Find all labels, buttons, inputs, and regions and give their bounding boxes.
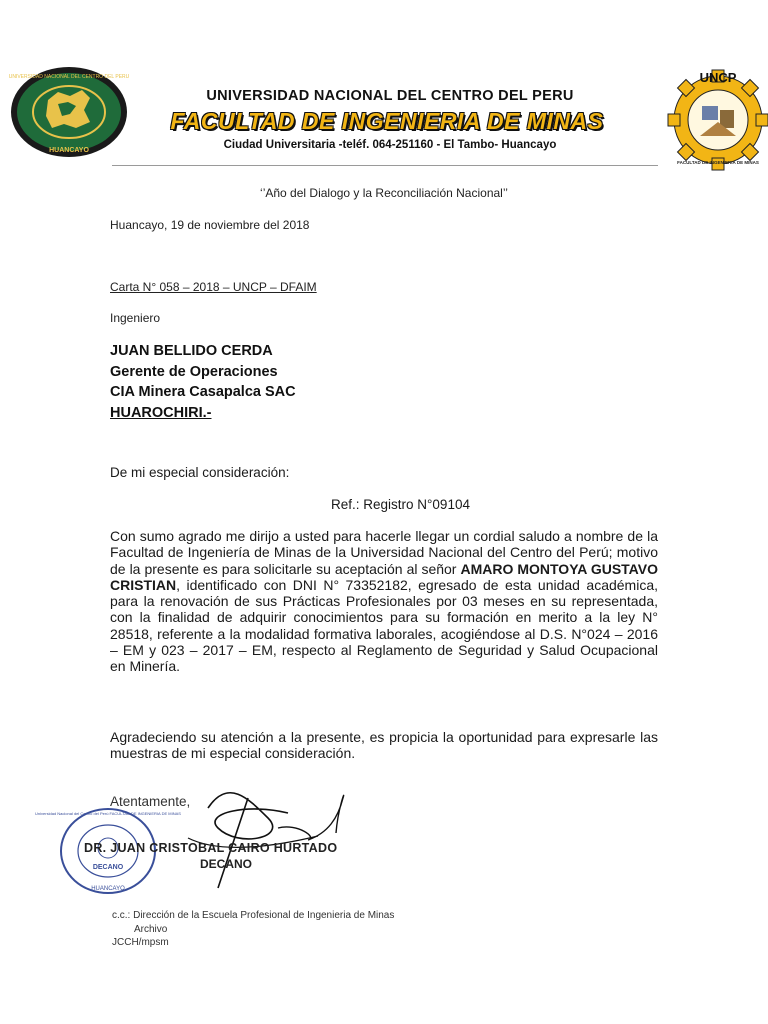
recipient-location: HUAROCHIRI.- <box>110 405 212 421</box>
recipient-name: JUAN BELLIDO CERDA <box>110 343 273 359</box>
greeting: De mi especial consideración: <box>110 465 290 480</box>
letter-date: Huancayo, 19 de noviembre del 2018 <box>110 218 310 232</box>
cc-initials: JCCH/mpsm <box>112 937 169 948</box>
faculty-gear-logo <box>666 66 768 170</box>
year-motto: ‘’Año del Dialogo y la Reconciliación Nacional’’ <box>260 186 508 200</box>
recipient-position: Gerente de Operaciones <box>110 364 278 380</box>
header-divider <box>112 165 658 166</box>
stamp-city: HUANCAYO <box>91 886 125 892</box>
faculty-name: FACULTAD DE INGENIERIA DE MINAS <box>170 108 604 134</box>
handwritten-signature <box>178 778 368 896</box>
stamp-text: Universidad Nacional del Centro del Perú FACULTAD DE INGENIERIA DE MINAS <box>35 811 181 816</box>
seal-text: UNIVERSIDAD NACIONAL DEL CENTRO DEL PERU <box>8 74 130 80</box>
seal-city: HUANCAYO <box>49 147 89 154</box>
cc-archive: Archivo <box>134 924 168 935</box>
stamp-role: DECANO <box>92 864 124 871</box>
recipient-title: Ingeniero <box>110 311 161 325</box>
letter-reference-number: Carta N° 058 – 2018 – UNCP – DFAIM <box>110 280 317 294</box>
signatory-role: DECANO <box>200 857 253 871</box>
logo-ring-text: FACULTAD DE INGENIERIA DE MINAS <box>677 160 759 165</box>
university-name: UNIVERSIDAD NACIONAL DEL CENTRO DEL PERU <box>206 88 574 104</box>
farewell: Atentamente, <box>110 794 191 809</box>
closing-paragraph: Agradeciendo su atención a la presente, es propicia la oportunidad para expresarle las muestras de mi especial consideración. <box>110 729 658 762</box>
signatory-name: DR. JUAN CRISTOBAL CAIRO HURTADO <box>84 841 338 855</box>
logo-uncp-text: UNCP <box>699 70 737 85</box>
body-paragraph <box>110 528 658 675</box>
body-text-before: Con sumo agrado me dirijo a usted para hacerle llegar un cordial saludo a nombre de la Facultad de Ingeniería de Minas de la Universidad Nacional del Centro del Perú; motivo de la presente es para solicitarle su aceptación al señor <box>110 528 658 577</box>
body-text-after: , identificado con DNI N° 73352182, egresado de esta unidad académica, para la renovación de sus Prácticas Profesionales por 03 meses en su representada, con la finalidad de adquirir conocimientos para su formación en merito a la ley N° 28518, referente a la modalidad formativa laborales, acogiéndose al D.S. N°024 – 2016 – EM y 023 – 2017 – EM, respecto al Reglamento de Seguridad y Salud Ocupacional en Minería. <box>110 576 658 675</box>
cc-recipient: c.c.: Dirección de la Escuela Profesional de Ingenieria de Minas <box>112 910 395 921</box>
student-name: AMARO MONTOYA GUSTAVO CRISTIAN <box>110 560 658 593</box>
registry-reference: Ref.: Registro N°09104 <box>331 497 470 512</box>
faculty-address: Ciudad Universitaria -teléf. 064-251160 - El Tambo- Huancayo <box>223 139 557 151</box>
university-seal-logo <box>10 66 128 158</box>
recipient-company: CIA Minera Casapalca SAC <box>110 384 296 400</box>
